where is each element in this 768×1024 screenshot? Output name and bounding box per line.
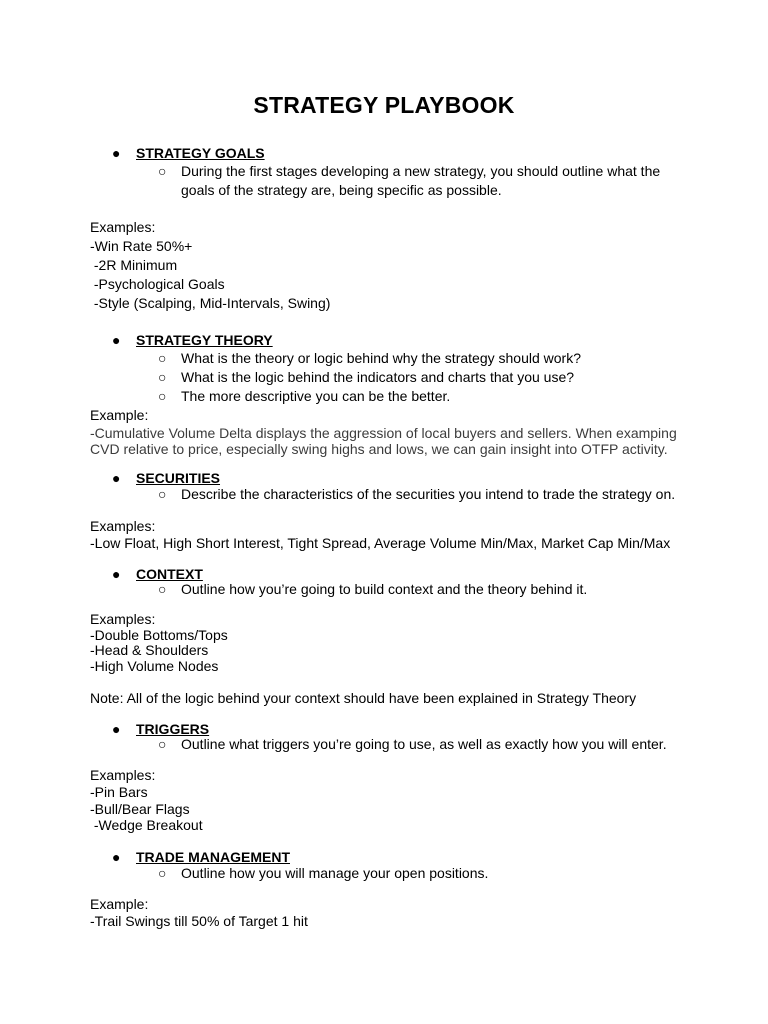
sub-item bbox=[158, 735, 678, 754]
bullet-icon: ● bbox=[112, 566, 121, 582]
sub-item bbox=[158, 387, 678, 406]
document-title: STRATEGY PLAYBOOK bbox=[253, 92, 515, 118]
section-securities bbox=[112, 470, 220, 486]
circle-bullet-icon: ○ bbox=[158, 486, 167, 502]
examples-label: Examples: bbox=[90, 219, 156, 235]
example-item: -Bull/Bear Flags bbox=[90, 801, 190, 817]
sub-item bbox=[158, 349, 678, 368]
example-item: -Style (Scalping, Mid-Intervals, Swing) bbox=[90, 295, 331, 311]
circle-bullet-icon: ○ bbox=[158, 736, 167, 752]
circle-bullet-icon: ○ bbox=[158, 388, 167, 404]
circle-bullet-icon: ○ bbox=[158, 581, 167, 597]
bullet-icon: ● bbox=[112, 849, 121, 865]
sub-item-text: Describe the characteristics of the securities you intend to trade the strategy on. bbox=[181, 486, 676, 502]
section-heading: TRIGGERS bbox=[136, 721, 210, 737]
example-label: Example: bbox=[90, 407, 149, 423]
section-heading: TRADE MANAGEMENT bbox=[136, 849, 290, 865]
bullet-icon: ● bbox=[112, 721, 121, 737]
section-strategy-theory bbox=[112, 332, 273, 348]
sub-item bbox=[158, 864, 678, 883]
sub-item-text: What is the theory or logic behind why the strategy should work? bbox=[181, 350, 581, 366]
example-item: -Double Bottoms/Tops bbox=[90, 627, 228, 643]
section-trade-management bbox=[112, 849, 290, 865]
circle-bullet-icon: ○ bbox=[158, 350, 167, 366]
sub-item bbox=[158, 485, 678, 504]
sub-item-text-line: goals of the strategy are, being specific as possible. bbox=[181, 182, 502, 198]
example-paragraph-line: -Cumulative Volume Delta displays the aggression of local buyers and sellers. When examping bbox=[90, 425, 677, 441]
example-item: -Win Rate 50%+ bbox=[90, 238, 193, 254]
circle-bullet-icon: ○ bbox=[158, 865, 167, 881]
example-item: -High Volume Nodes bbox=[90, 658, 219, 674]
example-item: -Trail Swings till 50% of Target 1 hit bbox=[90, 913, 308, 929]
circle-bullet-icon: ○ bbox=[158, 163, 167, 179]
circle-bullet-icon: ○ bbox=[158, 369, 167, 385]
sub-item bbox=[158, 368, 678, 387]
sub-item-text: Outline what triggers you’re going to use, as well as exactly how you will enter. bbox=[181, 736, 667, 752]
sub-item-text-line: During the first stages developing a new strategy, you should outline what the bbox=[181, 163, 661, 179]
sub-item-text: What is the logic behind the indicators and charts that you use? bbox=[181, 369, 575, 385]
example-item: -Pin Bars bbox=[90, 784, 148, 800]
section-heading: STRATEGY GOALS bbox=[136, 145, 265, 161]
section-heading: CONTEXT bbox=[136, 566, 203, 582]
examples-label: Examples: bbox=[90, 767, 156, 783]
example-label: Example: bbox=[90, 896, 149, 912]
example-item: -2R Minimum bbox=[90, 257, 178, 273]
section-strategy-goals bbox=[112, 145, 265, 161]
example-paragraph-line: CVD relative to price, especially swing highs and lows, we can gain insight into OTFP activity. bbox=[90, 441, 668, 457]
example-item: -Wedge Breakout bbox=[90, 817, 203, 833]
sub-item bbox=[158, 580, 678, 599]
section-heading: STRATEGY THEORY bbox=[136, 332, 273, 348]
bullet-icon: ● bbox=[112, 145, 121, 161]
sub-item bbox=[158, 162, 678, 200]
sub-item-text: Outline how you will manage your open positions. bbox=[181, 865, 489, 881]
examples-label: Examples: bbox=[90, 611, 156, 627]
example-paragraph bbox=[90, 425, 690, 457]
example-item: -Psychological Goals bbox=[90, 276, 225, 292]
section-heading: SECURITIES bbox=[136, 470, 221, 486]
example-item: -Head & Shoulders bbox=[90, 642, 209, 658]
examples-label: Examples: bbox=[90, 518, 156, 534]
bullet-icon: ● bbox=[112, 470, 121, 486]
example-item: -Low Float, High Short Interest, Tight Spread, Average Volume Min/Max, Market Cap Min/Max bbox=[90, 535, 671, 551]
context-note: Note: All of the logic behind your context should have been explained in Strategy Theory bbox=[90, 690, 637, 706]
bullet-icon: ● bbox=[112, 332, 121, 348]
sub-item-text: The more descriptive you can be the better. bbox=[181, 388, 451, 404]
sub-item-text: Outline how you’re going to build context and the theory behind it. bbox=[181, 581, 588, 597]
